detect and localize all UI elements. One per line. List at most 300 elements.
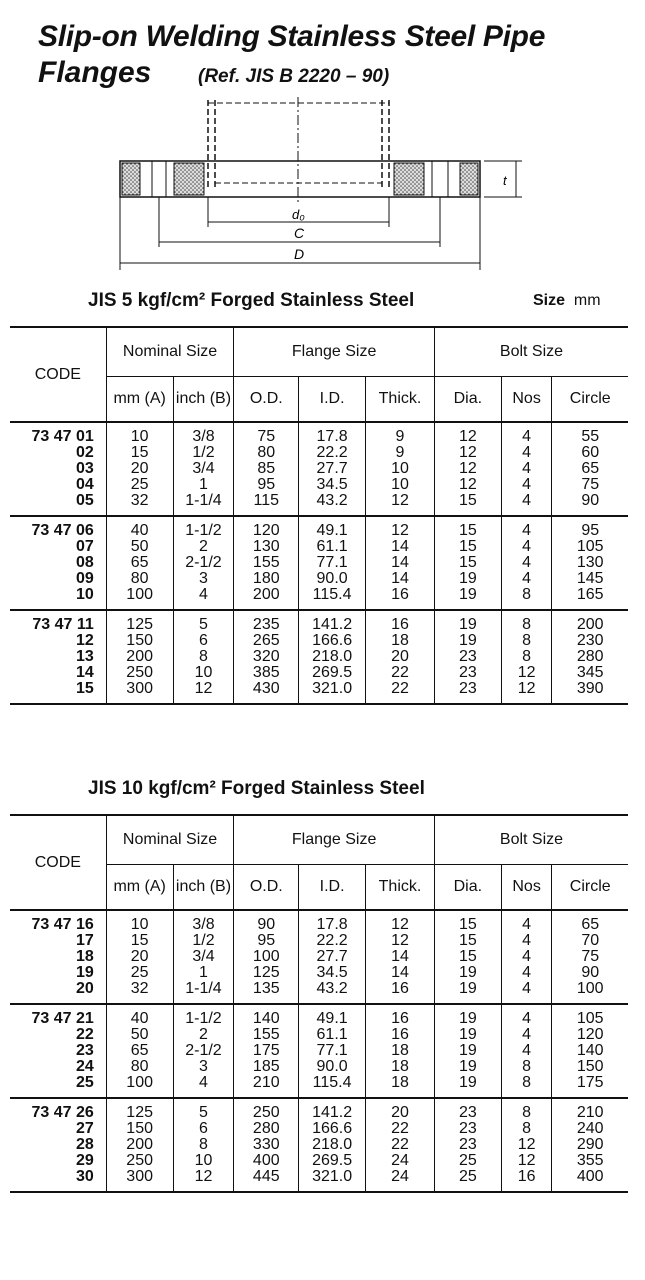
cell-code: 08 — [75, 554, 94, 571]
cell-nos: 4 — [501, 555, 552, 571]
cell-od: 155 — [234, 1027, 299, 1043]
cell-circle: 75 — [552, 949, 628, 965]
cell-code: 09 — [75, 570, 94, 587]
table-row — [10, 539, 628, 555]
cell-code: 24 — [75, 1058, 94, 1075]
cell-id: 34.5 — [299, 965, 366, 981]
cell-nos: 4 — [501, 445, 552, 461]
cell-circle: 240 — [552, 1121, 628, 1137]
cell-circle: 70 — [552, 933, 628, 949]
header-inch: inch (B) — [173, 865, 234, 911]
cell-mm: 300 — [106, 1169, 173, 1192]
cell-thick: 18 — [366, 1059, 435, 1075]
cell-nos: 4 — [501, 910, 552, 933]
cell-id: 61.1 — [299, 1027, 366, 1043]
cell-od: 85 — [234, 461, 299, 477]
cell-circle: 165 — [552, 587, 628, 610]
table-row — [10, 477, 628, 493]
cell-code: 15 — [10, 681, 106, 704]
cell-circle: 65 — [552, 461, 628, 477]
cell-thick: 18 — [366, 1043, 435, 1059]
cell-inch: 5 — [173, 610, 234, 633]
cell-thick: 9 — [366, 445, 435, 461]
cell-id: 321.0 — [299, 681, 366, 704]
size-unit — [533, 292, 601, 310]
cell-thick: 18 — [366, 633, 435, 649]
cell-dia: 23 — [434, 1121, 501, 1137]
header-bolt-size: Bolt Size — [434, 815, 628, 865]
cell-dia: 19 — [434, 571, 501, 587]
cell-thick: 12 — [366, 493, 435, 516]
cell-mm: 25 — [106, 965, 173, 981]
cell-nos: 4 — [501, 1004, 552, 1027]
cell-od: 265 — [234, 633, 299, 649]
header-nominal-size: Nominal Size — [106, 815, 234, 865]
cell-od: 130 — [234, 539, 299, 555]
table-row — [10, 1137, 628, 1153]
cell-circle: 55 — [552, 422, 628, 445]
cell-dia: 19 — [434, 1043, 501, 1059]
cell-thick: 10 — [366, 461, 435, 477]
cell-code: 05 — [75, 492, 94, 509]
cell-id: 49.1 — [299, 516, 366, 539]
cell-mm: 200 — [106, 649, 173, 665]
cell-code: 28 — [75, 1136, 94, 1153]
cell-nos: 4 — [501, 539, 552, 555]
cell-id: 61.1 — [299, 539, 366, 555]
cell-circle: 145 — [552, 571, 628, 587]
cell-nos: 8 — [501, 649, 552, 665]
cell-circle: 345 — [552, 665, 628, 681]
cell-inch: 3/4 — [173, 949, 234, 965]
cell-nos: 4 — [501, 965, 552, 981]
cell-inch: 8 — [173, 1137, 234, 1153]
cell-inch: 1/2 — [173, 445, 234, 461]
size-unit-label: Size — [533, 292, 566, 309]
cell-dia: 12 — [434, 477, 501, 493]
cell-inch: 1-1/4 — [173, 493, 234, 516]
cell-nos: 4 — [501, 477, 552, 493]
table-row — [10, 665, 628, 681]
page-title: Slip-on Welding Stainless Steel Pipe — [38, 20, 546, 53]
cell-dia: 19 — [434, 1059, 501, 1075]
cell-nos: 8 — [501, 1098, 552, 1121]
cell-dia: 12 — [434, 461, 501, 477]
cell-mm: 15 — [106, 933, 173, 949]
cell-circle: 105 — [552, 1004, 628, 1027]
cell-od: 95 — [234, 477, 299, 493]
cell-thick: 16 — [366, 610, 435, 633]
cell-nos: 12 — [501, 1137, 552, 1153]
header-code: CODE — [10, 327, 106, 422]
cell-code: 13 — [75, 648, 94, 665]
cell-inch: 1/2 — [173, 933, 234, 949]
cell-dia: 15 — [434, 949, 501, 965]
cell-inch: 3 — [173, 571, 234, 587]
cell-code: 27 — [75, 1120, 94, 1137]
cell-od: 100 — [234, 949, 299, 965]
cell-nos: 12 — [501, 1153, 552, 1169]
cell-nos: 4 — [501, 933, 552, 949]
cell-id: 49.1 — [299, 1004, 366, 1027]
cell-code: 73 47 21 — [10, 1004, 106, 1027]
cell-nos: 8 — [501, 610, 552, 633]
cell-dia: 12 — [434, 422, 501, 445]
cell-dia: 15 — [434, 539, 501, 555]
cell-mm: 50 — [106, 1027, 173, 1043]
cell-mm: 100 — [106, 587, 173, 610]
cell-circle: 140 — [552, 1043, 628, 1059]
cell-circle: 390 — [552, 681, 628, 704]
cell-mm: 250 — [106, 665, 173, 681]
cell-inch: 3 — [173, 1059, 234, 1075]
cell-thick: 16 — [366, 587, 435, 610]
cell-circle: 95 — [552, 516, 628, 539]
cell-nos: 4 — [501, 461, 552, 477]
cell-id: 22.2 — [299, 445, 366, 461]
cell-od: 250 — [234, 1098, 299, 1121]
cell-id: 27.7 — [299, 461, 366, 477]
cell-dia: 19 — [434, 610, 501, 633]
cell-mm: 40 — [106, 516, 173, 539]
cell-dia: 19 — [434, 587, 501, 610]
jis10-table — [10, 814, 628, 1193]
cell-nos: 16 — [501, 1169, 552, 1192]
cell-id: 17.8 — [299, 910, 366, 933]
cell-thick: 12 — [366, 933, 435, 949]
cell-od: 115 — [234, 493, 299, 516]
cell-mm: 10 — [106, 910, 173, 933]
cell-inch: 4 — [173, 1075, 234, 1098]
cell-id: 115.4 — [299, 587, 366, 610]
bore-diameter-label: d₀ — [292, 207, 305, 222]
cell-code: 73 47 06 — [10, 516, 106, 539]
size-unit-mm: mm — [573, 292, 601, 309]
cell-nos: 12 — [501, 681, 552, 704]
cell-mm: 10 — [106, 422, 173, 445]
header-id: I.D. — [299, 865, 366, 911]
cell-mm: 200 — [106, 1137, 173, 1153]
cell-inch: 12 — [173, 681, 234, 704]
table-row — [10, 1004, 628, 1027]
cell-thick: 14 — [366, 539, 435, 555]
cell-mm: 15 — [106, 445, 173, 461]
cell-inch: 2 — [173, 1027, 234, 1043]
cell-id: 141.2 — [299, 610, 366, 633]
flange-diagram — [110, 95, 530, 275]
cell-nos: 8 — [501, 1059, 552, 1075]
table-row — [10, 1043, 628, 1059]
cell-circle: 90 — [552, 965, 628, 981]
cell-inch: 3/4 — [173, 461, 234, 477]
cell-circle: 290 — [552, 1137, 628, 1153]
cell-id: 166.6 — [299, 1121, 366, 1137]
cell-od: 280 — [234, 1121, 299, 1137]
cell-code: 73 47 11 — [10, 610, 106, 633]
cell-circle: 120 — [552, 1027, 628, 1043]
cell-circle: 100 — [552, 981, 628, 1004]
cell-nos: 8 — [501, 633, 552, 649]
cell-id: 90.0 — [299, 1059, 366, 1075]
cell-od: 155 — [234, 555, 299, 571]
cell-circle: 130 — [552, 555, 628, 571]
cell-code: 19 — [75, 964, 94, 981]
cell-od: 140 — [234, 1004, 299, 1027]
cell-id: 77.1 — [299, 555, 366, 571]
table-row — [10, 965, 628, 981]
table-row — [10, 422, 628, 445]
cell-code: 25 — [75, 1074, 94, 1091]
cell-nos: 4 — [501, 981, 552, 1004]
cell-id: 90.0 — [299, 571, 366, 587]
cell-mm: 250 — [106, 1153, 173, 1169]
jis5-table — [10, 326, 628, 705]
table-row — [10, 1153, 628, 1169]
cell-od: 75 — [234, 422, 299, 445]
cell-od: 320 — [234, 649, 299, 665]
header-flange-size: Flange Size — [234, 815, 435, 865]
cell-mm: 40 — [106, 1004, 173, 1027]
cell-id: 77.1 — [299, 1043, 366, 1059]
cell-mm: 25 — [106, 477, 173, 493]
cell-inch: 8 — [173, 649, 234, 665]
table-row — [10, 445, 628, 461]
cell-od: 90 — [234, 910, 299, 933]
cell-dia: 15 — [434, 910, 501, 933]
cell-mm: 50 — [106, 539, 173, 555]
header-dia: Dia. — [434, 865, 501, 911]
header-bolt-size: Bolt Size — [434, 327, 628, 377]
cell-mm: 150 — [106, 633, 173, 649]
cell-inch: 6 — [173, 1121, 234, 1137]
cell-od: 175 — [234, 1043, 299, 1059]
cell-inch: 2-1/2 — [173, 1043, 234, 1059]
cell-thick: 22 — [366, 665, 435, 681]
header-thick: Thick. — [366, 377, 435, 423]
cell-thick: 24 — [366, 1153, 435, 1169]
table-row — [10, 493, 628, 516]
cell-code: 10 — [75, 586, 94, 603]
header-inch: inch (B) — [173, 377, 234, 423]
cell-id: 269.5 — [299, 1153, 366, 1169]
header-mm: mm (A) — [106, 377, 173, 423]
cell-code: 02 — [75, 444, 94, 461]
table-row — [10, 610, 628, 633]
cell-thick: 18 — [366, 1075, 435, 1098]
section-heading-jis5: JIS 5 kgf/cm² Forged Stainless Steel — [88, 290, 415, 311]
cell-od: 180 — [234, 571, 299, 587]
cell-dia: 15 — [434, 555, 501, 571]
cell-circle: 200 — [552, 610, 628, 633]
table-row — [10, 1098, 628, 1121]
cell-inch: 4 — [173, 587, 234, 610]
cell-thick: 14 — [366, 965, 435, 981]
cell-thick: 16 — [366, 981, 435, 1004]
outer-diameter-label: D — [294, 246, 305, 262]
cell-mm: 300 — [106, 681, 173, 704]
cell-thick: 14 — [366, 949, 435, 965]
cell-id: 218.0 — [299, 1137, 366, 1153]
table-row — [10, 981, 628, 1004]
cell-circle: 75 — [552, 477, 628, 493]
cell-thick: 16 — [366, 1004, 435, 1027]
cell-thick: 20 — [366, 1098, 435, 1121]
header-circle: Circle — [552, 865, 628, 911]
cell-circle: 105 — [552, 539, 628, 555]
cell-code: 73 47 01 — [31, 428, 94, 445]
cell-thick: 14 — [366, 555, 435, 571]
bolt-circle-label: C — [294, 225, 305, 241]
table-row — [10, 949, 628, 965]
cell-inch: 10 — [173, 665, 234, 681]
cell-mm: 65 — [106, 1043, 173, 1059]
cell-thick: 24 — [366, 1169, 435, 1192]
cell-nos: 8 — [501, 1121, 552, 1137]
cell-circle: 280 — [552, 649, 628, 665]
table-row — [10, 933, 628, 949]
cell-nos: 4 — [501, 422, 552, 445]
cell-mm: 20 — [106, 949, 173, 965]
table-row — [10, 910, 628, 933]
cell-mm: 65 — [106, 555, 173, 571]
cell-nos: 4 — [501, 949, 552, 965]
cell-nos: 8 — [501, 587, 552, 610]
standard-reference: (Ref. JIS B 2220 – 90) — [198, 66, 390, 87]
cell-mm: 100 — [106, 1075, 173, 1098]
header-nos: Nos — [501, 377, 552, 423]
cell-dia: 12 — [434, 445, 501, 461]
header-dia: Dia. — [434, 377, 501, 423]
cell-thick: 14 — [366, 571, 435, 587]
header-thick: Thick. — [366, 865, 435, 911]
cell-thick: 9 — [366, 422, 435, 445]
cell-id: 43.2 — [299, 493, 366, 516]
cell-circle: 65 — [552, 910, 628, 933]
cell-thick: 12 — [366, 516, 435, 539]
cell-thick: 12 — [366, 910, 435, 933]
cell-od: 125 — [234, 965, 299, 981]
cell-dia: 15 — [434, 493, 501, 516]
cell-code: 30 — [10, 1169, 106, 1192]
cell-mm: 150 — [106, 1121, 173, 1137]
cell-dia: 23 — [434, 1098, 501, 1121]
cell-od: 80 — [234, 445, 299, 461]
cell-dia: 23 — [434, 665, 501, 681]
cell-code: 07 — [75, 538, 94, 555]
thickness-label: t — [503, 173, 507, 188]
table-row — [10, 1027, 628, 1043]
cell-inch: 6 — [173, 633, 234, 649]
cell-circle: 210 — [552, 1098, 628, 1121]
header-od: O.D. — [234, 377, 299, 423]
cell-id: 218.0 — [299, 649, 366, 665]
cell-inch: 5 — [173, 1098, 234, 1121]
table-row — [10, 1169, 628, 1192]
table-row — [10, 516, 628, 539]
cell-thick: 20 — [366, 649, 435, 665]
cell-od: 200 — [234, 587, 299, 610]
cell-thick: 22 — [366, 681, 435, 704]
cell-mm: 125 — [106, 1098, 173, 1121]
cell-mm: 125 — [106, 610, 173, 633]
cell-id: 34.5 — [299, 477, 366, 493]
page-title-line2: Flanges — [38, 56, 152, 89]
cell-od: 430 — [234, 681, 299, 704]
cell-nos: 4 — [501, 493, 552, 516]
cell-dia: 23 — [434, 649, 501, 665]
header-id: I.D. — [299, 377, 366, 423]
cell-od: 235 — [234, 610, 299, 633]
cell-dia: 15 — [434, 516, 501, 539]
cell-od: 330 — [234, 1137, 299, 1153]
header-nominal-size: Nominal Size — [106, 327, 234, 377]
cell-id: 269.5 — [299, 665, 366, 681]
cell-code: 03 — [75, 460, 94, 477]
cell-mm: 32 — [106, 493, 173, 516]
cell-code: 04 — [75, 476, 94, 493]
cell-dia: 25 — [434, 1153, 501, 1169]
cell-inch: 10 — [173, 1153, 234, 1169]
cell-inch: 1 — [173, 477, 234, 493]
header-mm: mm (A) — [106, 865, 173, 911]
table-row — [10, 681, 628, 704]
cell-dia: 23 — [434, 681, 501, 704]
table-row — [10, 571, 628, 587]
cell-code: 17 — [75, 932, 94, 949]
cell-nos: 4 — [501, 516, 552, 539]
header-code: CODE — [10, 815, 106, 910]
cell-id: 166.6 — [299, 633, 366, 649]
cell-code: 14 — [75, 664, 94, 681]
cell-dia: 19 — [434, 965, 501, 981]
cell-od: 120 — [234, 516, 299, 539]
cell-od: 210 — [234, 1075, 299, 1098]
cell-thick: 22 — [366, 1121, 435, 1137]
cell-dia: 19 — [434, 1075, 501, 1098]
cell-id: 321.0 — [299, 1169, 366, 1192]
header-nos: Nos — [501, 865, 552, 911]
cell-dia: 19 — [434, 1004, 501, 1027]
header-od: O.D. — [234, 865, 299, 911]
cell-circle: 175 — [552, 1075, 628, 1098]
cell-circle: 355 — [552, 1153, 628, 1169]
cell-dia: 15 — [434, 933, 501, 949]
cell-code: 29 — [75, 1152, 94, 1169]
cell-id: 43.2 — [299, 981, 366, 1004]
table-row — [10, 1059, 628, 1075]
table-row — [10, 633, 628, 649]
cell-inch: 1-1/4 — [173, 981, 234, 1004]
header-flange-size: Flange Size — [234, 327, 435, 377]
cell-inch: 2-1/2 — [173, 555, 234, 571]
cell-code: 18 — [75, 948, 94, 965]
table-row — [10, 555, 628, 571]
table-row — [10, 461, 628, 477]
cell-inch: 2 — [173, 539, 234, 555]
cell-circle: 400 — [552, 1169, 628, 1192]
table-row — [10, 587, 628, 610]
cell-dia: 19 — [434, 981, 501, 1004]
cell-od: 135 — [234, 981, 299, 1004]
cell-id: 17.8 — [299, 422, 366, 445]
cell-nos: 4 — [501, 571, 552, 587]
cell-code: 12 — [75, 632, 94, 649]
cell-code: 20 — [75, 980, 94, 997]
cell-dia: 23 — [434, 1137, 501, 1153]
cell-inch: 3/8 — [173, 422, 234, 445]
cell-code: 73 47 16 — [31, 916, 94, 933]
cell-thick: 10 — [366, 477, 435, 493]
